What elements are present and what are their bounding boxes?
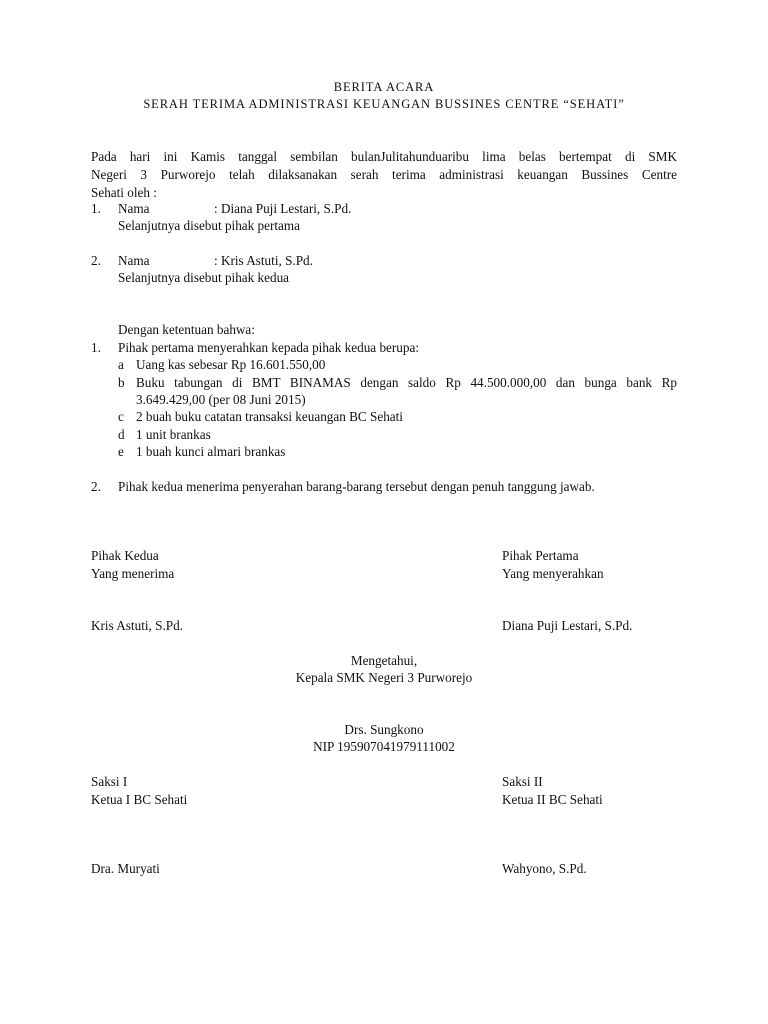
- terms-intro: Dengan ketentuan bahwa:: [118, 322, 255, 337]
- document-subtitle: SERAH TERIMA ADMINISTRASI KEUANGAN BUSSINES CENTRE “SEHATI”: [143, 97, 625, 111]
- party-2-number: 2.: [91, 253, 101, 268]
- signature-left-name: Kris Astuti, S.Pd.: [91, 618, 183, 633]
- subitem-text-continued: 3.649.429,00 (per 08 Juni 2015): [136, 392, 306, 407]
- party-2-name: : Kris Astuti, S.Pd.: [214, 253, 313, 268]
- subitem-text: Buku tabungan di BMT BINAMAS dengan saldo Rp 44.500.000,00 dan bunga bank Rp: [136, 375, 677, 390]
- term-1-text: Pihak pertama menyerahkan kepada pihak kedua berupa:: [118, 340, 419, 355]
- signature-left-role: Pihak Kedua: [91, 548, 159, 563]
- subitem-text: Uang kas sebesar Rp 16.601.550,00: [136, 357, 326, 372]
- signature-right-role: Pihak Pertama: [502, 548, 579, 563]
- headmaster-name: Drs. Sungkono: [344, 722, 424, 737]
- witness-2-role: Saksi II: [502, 774, 543, 789]
- party-1-number: 1.: [91, 201, 101, 216]
- intro-line-3: Sehati oleh :: [91, 185, 157, 200]
- witness-2-desc: Ketua II BC Sehati: [502, 792, 603, 807]
- headmaster-nip: NIP 195907041979111002: [313, 739, 455, 754]
- intro-paragraph: [91, 148, 677, 202]
- signature-right-name: Diana Puji Lestari, S.Pd.: [502, 618, 633, 633]
- witness-1-role: Saksi I: [91, 774, 128, 789]
- term-1-number: 1.: [91, 340, 101, 355]
- subitem-letter: e: [118, 444, 124, 459]
- party-1-note: Selanjutnya disebut pihak pertama: [118, 218, 301, 233]
- subitem-text: 1 buah kunci almari brankas: [136, 444, 286, 459]
- subitem-letter: a: [118, 357, 124, 372]
- subitem-text: 2 buah buku catatan transaksi keuangan BC Sehati: [136, 409, 403, 424]
- term-2-number: 2.: [91, 479, 101, 494]
- witness-2-name: Wahyono, S.Pd.: [502, 861, 587, 876]
- headmaster-title: Kepala SMK Negeri 3 Purworejo: [295, 670, 473, 685]
- document-title: BERITA ACARA: [333, 80, 435, 94]
- witness-1-name: Dra. Muryati: [91, 861, 160, 876]
- intro-line-1: Pada hari ini Kamis tanggal sembilan bulanJulitahunduaribu lima belas bertempat di SMK: [91, 149, 677, 164]
- party-1-name: : Diana Puji Lestari, S.Pd.: [214, 201, 352, 216]
- subitem-letter: d: [118, 427, 125, 442]
- witness-1-desc: Ketua I BC Sehati: [91, 792, 188, 807]
- subitem-text: 1 unit brankas: [136, 427, 211, 442]
- term-2-text: Pihak kedua menerima penyerahan barang-barang tersebut dengan penuh tanggung jawab.: [118, 479, 595, 494]
- party-2-label: Nama: [118, 253, 150, 268]
- subitem-letter: b: [118, 375, 125, 390]
- signature-left-desc: Yang menerima: [91, 566, 175, 581]
- acknowledged-label: Mengetahui,: [350, 653, 418, 668]
- signature-right-desc: Yang menyerahkan: [502, 566, 604, 581]
- subitem-letter: c: [118, 409, 124, 424]
- intro-line-2: Negeri 3 Purworejo telah dilaksanakan serah terima administrasi keuangan Bussines Centre: [91, 167, 677, 182]
- party-1-label: Nama: [118, 201, 150, 216]
- party-2-note: Selanjutnya disebut pihak kedua: [118, 270, 290, 285]
